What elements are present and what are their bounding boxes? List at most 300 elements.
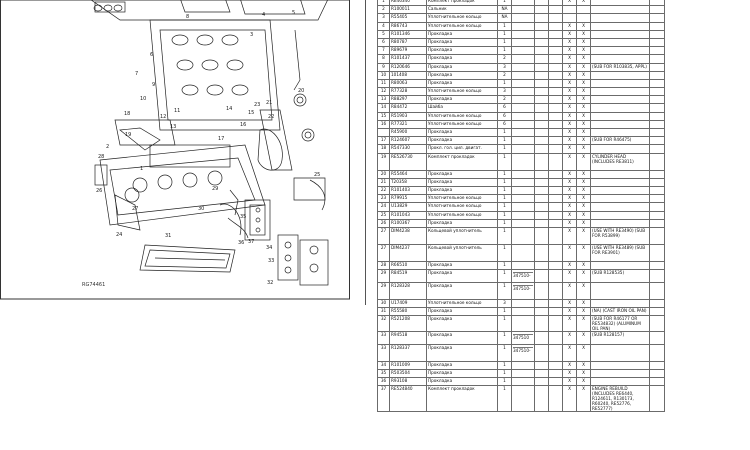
serial-range-cell	[512, 137, 535, 145]
engine-col-4-cell: X	[577, 244, 591, 261]
serial-range-cell	[512, 332, 535, 345]
remarks-cell	[591, 344, 650, 361]
engine-col-2-cell	[549, 261, 563, 269]
serial-range-cell	[512, 6, 535, 14]
engine-col-1-cell	[535, 129, 549, 137]
svg-text:19: 19	[125, 132, 132, 138]
engine-col-1-cell	[535, 361, 549, 369]
row-index-cell: 29	[378, 270, 390, 283]
svg-text:11: 11	[174, 108, 181, 114]
serial-range-cell	[512, 344, 535, 361]
remarks-cell	[591, 88, 650, 96]
part-number-cell: R120646	[390, 63, 427, 71]
engine-col-2-cell	[549, 203, 563, 211]
engine-col-3-cell: X	[563, 38, 577, 46]
table-row	[378, 316, 665, 332]
part-number-cell: R51903	[390, 112, 427, 120]
extra-column-cell	[650, 282, 665, 299]
engine-col-1-cell	[535, 88, 549, 96]
engine-col-1-cell	[535, 71, 549, 79]
row-index-cell: 15	[378, 112, 390, 120]
quantity-cell: 1	[498, 129, 512, 137]
engine-col-2-cell	[549, 153, 563, 170]
remarks-cell	[591, 14, 650, 22]
quantity-cell: 1	[498, 170, 512, 178]
engine-col-3-cell: X	[563, 79, 577, 87]
extra-column-cell	[650, 299, 665, 307]
serial-range-text: 347510	[513, 334, 533, 340]
engine-col-4-cell: X	[577, 361, 591, 369]
engine-col-1-cell	[535, 38, 549, 46]
engine-col-4-cell: X	[577, 332, 591, 345]
row-index-cell: 17	[378, 137, 390, 145]
serial-range-cell	[512, 307, 535, 315]
table-row	[378, 47, 665, 55]
row-index-cell: 13	[378, 96, 390, 104]
engine-col-1-cell	[535, 299, 549, 307]
part-number-cell: R100367	[390, 219, 427, 227]
engine-col-3-cell: X	[563, 299, 577, 307]
extra-column-cell	[650, 203, 665, 211]
engine-col-2-cell	[549, 170, 563, 178]
part-description-cell: Прокладка	[427, 316, 498, 332]
quantity-cell: 1	[498, 219, 512, 227]
part-description-cell: Уплотнительное кольцо	[427, 88, 498, 96]
part-description-cell: Уплотнительное кольцо	[427, 22, 498, 30]
part-number-cell: R93108	[390, 378, 427, 386]
engine-col-3-cell: X	[563, 178, 577, 186]
svg-text:25: 25	[314, 172, 321, 178]
extra-column-cell	[650, 178, 665, 186]
table-row	[378, 244, 665, 261]
part-number-cell: R128328	[390, 282, 427, 299]
engine-col-3-cell: X	[563, 186, 577, 194]
engine-col-2-cell	[549, 47, 563, 55]
extra-column-cell	[650, 120, 665, 128]
table-row	[378, 332, 665, 345]
remarks-cell	[591, 120, 650, 128]
row-index-cell: 14	[378, 104, 390, 112]
svg-text:34: 34	[266, 245, 273, 251]
table-row	[378, 261, 665, 269]
engine-col-3-cell: X	[563, 282, 577, 299]
serial-range-cell	[512, 186, 535, 194]
engine-col-3-cell: X	[563, 170, 577, 178]
serial-range-cell	[512, 261, 535, 269]
extra-column-cell	[650, 22, 665, 30]
remarks-cell: (USE WITH RE3489) (SUB FOR RE3901)	[591, 244, 650, 261]
part-number-cell: R55464	[390, 170, 427, 178]
part-description-cell: Кольцевой уплотнитель	[427, 244, 498, 261]
extra-column-cell	[650, 261, 665, 269]
extra-column-cell	[650, 47, 665, 55]
engine-col-4-cell: X	[577, 261, 591, 269]
serial-range-text: 347510-	[513, 285, 533, 291]
part-description-cell: Прокладка	[427, 170, 498, 178]
svg-text:1: 1	[140, 166, 144, 172]
part-number-cell: R100011	[390, 6, 427, 14]
engine-col-3-cell: X	[563, 244, 577, 261]
part-description-cell: Комплект прокладок	[427, 0, 498, 6]
engine-col-1-cell	[535, 137, 549, 145]
engine-col-2-cell	[549, 369, 563, 377]
engine-col-1-cell	[535, 120, 549, 128]
extra-column-cell	[650, 153, 665, 170]
serial-range-cell	[512, 270, 535, 283]
engine-col-3-cell: X	[563, 55, 577, 63]
row-index-cell: 27	[378, 244, 390, 261]
part-description-cell: Прокладка	[427, 270, 498, 283]
part-description-cell: Прокладка	[427, 344, 498, 361]
part-description-cell: Прокладка	[427, 378, 498, 386]
parts-table-body	[378, 0, 665, 412]
svg-text:32: 32	[267, 280, 274, 286]
engine-col-2-cell	[549, 344, 563, 361]
parts-table	[377, 0, 665, 412]
part-description-cell: Прокладка	[427, 47, 498, 55]
row-index-cell: 4	[378, 22, 390, 30]
engine-col-4-cell: X	[577, 299, 591, 307]
engine-col-4-cell: X	[577, 88, 591, 96]
svg-text:24: 24	[116, 232, 123, 238]
svg-text:8: 8	[186, 14, 190, 20]
quantity-cell: 3	[498, 299, 512, 307]
quantity-cell: 1	[498, 195, 512, 203]
engine-col-4-cell: X	[577, 344, 591, 361]
extra-column-cell	[650, 137, 665, 145]
part-description-cell: Уплотнительное кольцо	[427, 203, 498, 211]
engine-col-4-cell: X	[577, 79, 591, 87]
engine-col-3-cell: X	[563, 129, 577, 137]
engine-col-4-cell: X	[577, 145, 591, 153]
part-number-cell: R55580	[390, 307, 427, 315]
engine-col-1-cell	[535, 332, 549, 345]
table-row	[378, 79, 665, 87]
engine-col-4-cell: X	[577, 378, 591, 386]
part-description-cell: Шайба	[427, 104, 498, 112]
remarks-cell: (NA) (CAST IRON OIL PAN)	[591, 307, 650, 315]
svg-text:14: 14	[226, 106, 233, 112]
engine-col-4-cell: X	[577, 227, 591, 244]
engine-col-1-cell	[535, 47, 549, 55]
svg-text:12: 12	[160, 114, 167, 120]
engine-col-2-cell	[549, 63, 563, 71]
table-row	[378, 270, 665, 283]
part-description-cell: Прокладка	[427, 79, 498, 87]
engine-col-4-cell: X	[577, 96, 591, 104]
part-description-cell: Уплотнительное кольцо	[427, 120, 498, 128]
table-row	[378, 63, 665, 71]
engine-col-2-cell	[549, 244, 563, 261]
table-row	[378, 282, 665, 299]
table-row	[378, 71, 665, 79]
svg-text:29: 29	[212, 186, 219, 192]
quantity-cell: 6	[498, 112, 512, 120]
remarks-cell	[591, 378, 650, 386]
remarks-cell	[591, 186, 650, 194]
part-number-cell: R101437	[390, 55, 427, 63]
engine-col-3-cell: X	[563, 153, 577, 170]
part-description-cell: Прокладка	[427, 96, 498, 104]
engine-col-4-cell: X	[577, 307, 591, 315]
table-row	[378, 299, 665, 307]
remarks-cell	[591, 219, 650, 227]
part-number-cell: R77328	[390, 88, 427, 96]
serial-range-cell	[512, 112, 535, 120]
remarks-cell	[591, 104, 650, 112]
quantity-cell: 3	[498, 63, 512, 71]
quantity-cell: 1	[498, 282, 512, 299]
engine-col-3-cell: X	[563, 120, 577, 128]
engine-col-4-cell: X	[577, 186, 591, 194]
row-index-cell: 29	[378, 282, 390, 299]
part-number-cell: R80787	[390, 38, 427, 46]
part-number-cell: R79915	[390, 195, 427, 203]
extra-column-cell	[650, 211, 665, 219]
quantity-cell: 1	[498, 47, 512, 55]
engine-col-2-cell	[549, 104, 563, 112]
extra-column-cell	[650, 386, 665, 412]
engine-col-2-cell	[549, 22, 563, 30]
serial-range-cell	[512, 195, 535, 203]
quantity-cell: 1	[498, 316, 512, 332]
row-index-cell: 32	[378, 316, 390, 332]
engine-col-1-cell	[535, 244, 549, 261]
table-row	[378, 369, 665, 377]
quantity-cell: 1	[498, 79, 512, 87]
part-description-cell: Прокладка	[427, 55, 498, 63]
remarks-cell	[591, 261, 650, 269]
row-index-cell: 35	[378, 369, 390, 377]
part-number-cell: RE46340	[390, 0, 427, 6]
engine-col-1-cell	[535, 22, 549, 30]
remarks-cell: (SUB FOR R46177 OR RE534832) (ALUMINUM OIL PAN)	[591, 316, 650, 332]
extra-column-cell	[650, 378, 665, 386]
engine-col-2-cell	[549, 30, 563, 38]
row-index-cell: 2	[378, 6, 390, 14]
engine-col-3-cell: X	[563, 71, 577, 79]
serial-range-cell	[512, 71, 535, 79]
engine-col-4-cell: X	[577, 203, 591, 211]
part-number-cell: R77321	[390, 120, 427, 128]
part-number-cell: R80063	[390, 79, 427, 87]
serial-range-cell	[512, 145, 535, 153]
part-number-cell: U13829	[390, 203, 427, 211]
quantity-cell: 2	[498, 55, 512, 63]
extra-column-cell	[650, 14, 665, 22]
engine-col-1-cell	[535, 227, 549, 244]
part-number-cell: R86743	[390, 22, 427, 30]
part-number-cell: R84519	[390, 270, 427, 283]
row-index-cell: 23	[378, 195, 390, 203]
engine-col-3-cell: X	[563, 96, 577, 104]
engine-col-2-cell	[549, 316, 563, 332]
quantity-cell: 1	[498, 361, 512, 369]
quantity-cell: 1	[498, 261, 512, 269]
engine-col-4-cell: X	[577, 63, 591, 71]
row-index-cell: 5	[378, 30, 390, 38]
engine-col-1-cell	[535, 30, 549, 38]
remarks-cell	[591, 112, 650, 120]
engine-col-2-cell	[549, 299, 563, 307]
quantity-cell: 1	[498, 0, 512, 6]
table-row	[378, 38, 665, 46]
part-number-cell: R101009	[390, 361, 427, 369]
part-number-cell: R55405	[390, 14, 427, 22]
engine-col-1-cell	[535, 14, 549, 22]
quantity-cell: 1	[498, 307, 512, 315]
engine-col-3-cell: X	[563, 137, 577, 145]
engine-col-3-cell: X	[563, 332, 577, 345]
serial-range-cell	[512, 38, 535, 46]
engine-col-1-cell	[535, 145, 549, 153]
part-number-cell: R66510	[390, 261, 427, 269]
serial-range-cell	[512, 79, 535, 87]
engine-col-1-cell	[535, 211, 549, 219]
quantity-cell: 1	[498, 186, 512, 194]
extra-column-cell	[650, 30, 665, 38]
engine-col-3-cell: X	[563, 47, 577, 55]
remarks-cell: (USE WITH RE3490) (SUB FOR R53899)	[591, 227, 650, 244]
svg-text:13: 13	[170, 124, 177, 130]
row-index-cell: 26	[378, 219, 390, 227]
engine-col-2-cell	[549, 270, 563, 283]
part-description-cell: Прокладка	[427, 361, 498, 369]
serial-range-cell	[512, 219, 535, 227]
engine-col-1-cell	[535, 195, 549, 203]
engine-col-2-cell	[549, 137, 563, 145]
part-number-cell: T20358	[390, 178, 427, 186]
serial-range-cell	[512, 178, 535, 186]
row-index-cell: 27	[378, 227, 390, 244]
extra-column-cell	[650, 227, 665, 244]
quantity-cell: 1	[498, 38, 512, 46]
remarks-cell	[591, 47, 650, 55]
serial-range-cell	[512, 316, 535, 332]
table-row	[378, 104, 665, 112]
quantity-cell: 1	[498, 386, 512, 412]
engine-col-3-cell: X	[563, 88, 577, 96]
row-index-cell: 12	[378, 88, 390, 96]
table-row	[378, 6, 665, 14]
engine-col-3-cell: X	[563, 270, 577, 283]
part-description-cell: Прокладка	[427, 178, 498, 186]
serial-range-cell	[512, 22, 535, 30]
serial-range-cell	[512, 153, 535, 170]
engine-col-3-cell: X	[563, 211, 577, 219]
svg-text:15: 15	[248, 110, 255, 116]
engine-col-4-cell: X	[577, 369, 591, 377]
engine-col-3-cell: X	[563, 227, 577, 244]
quantity-cell: 1	[498, 332, 512, 345]
engine-col-4-cell: X	[577, 0, 591, 6]
row-index-cell: 24	[378, 203, 390, 211]
svg-text:10: 10	[140, 96, 147, 102]
engine-col-2-cell	[549, 145, 563, 153]
engine-col-3-cell: X	[563, 203, 577, 211]
part-description-cell: Прокладка	[427, 282, 498, 299]
engine-col-3-cell: X	[563, 307, 577, 315]
table-row	[378, 378, 665, 386]
remarks-cell	[591, 6, 650, 14]
remarks-cell: (SUB FOR R103835, APPL)	[591, 63, 650, 71]
svg-text:4: 4	[262, 12, 266, 18]
row-index-cell: 28	[378, 261, 390, 269]
quantity-cell: 1	[498, 30, 512, 38]
remarks-cell: CYLINDER HEAD (INCLUDES RE3811)	[591, 153, 650, 170]
row-index-cell: 8	[378, 55, 390, 63]
engine-col-4-cell: X	[577, 170, 591, 178]
engine-col-2-cell	[549, 332, 563, 345]
engine-col-1-cell	[535, 307, 549, 315]
remarks-cell	[591, 195, 650, 203]
table-row	[378, 30, 665, 38]
table-row	[378, 178, 665, 186]
row-index-cell: 9	[378, 63, 390, 71]
row-index-cell: 7	[378, 47, 390, 55]
table-row	[378, 386, 665, 412]
remarks-cell	[591, 55, 650, 63]
engine-col-2-cell	[549, 120, 563, 128]
extra-column-cell	[650, 344, 665, 361]
table-row	[378, 195, 665, 203]
diagram-caption: RG74461	[82, 282, 106, 288]
svg-text:23: 23	[254, 102, 261, 108]
part-number-cell: 101408	[390, 71, 427, 79]
engine-col-2-cell	[549, 14, 563, 22]
engine-col-3-cell	[563, 14, 577, 22]
table-row	[378, 96, 665, 104]
engine-col-2-cell	[549, 227, 563, 244]
svg-text:2: 2	[106, 144, 110, 150]
part-number-cell: RE526730	[390, 153, 427, 170]
part-description-cell: Прокладка	[427, 38, 498, 46]
quantity-cell: 1	[498, 22, 512, 30]
engine-col-3-cell: X	[563, 22, 577, 30]
remarks-cell	[591, 170, 650, 178]
exploded-parts-diagram	[0, 0, 350, 300]
part-number-cell: R101346	[390, 30, 427, 38]
engine-col-1-cell	[535, 55, 549, 63]
remarks-cell: (SUB FOR R46475)	[591, 137, 650, 145]
table-row	[378, 153, 665, 170]
svg-text:27: 27	[132, 206, 139, 212]
quantity-cell: 3	[498, 88, 512, 96]
remarks-cell	[591, 299, 650, 307]
remarks-cell	[591, 282, 650, 299]
part-description-cell: Прокл. гол. цил. двигат.	[427, 145, 498, 153]
engine-col-4-cell: X	[577, 386, 591, 412]
extra-column-cell	[650, 170, 665, 178]
part-number-cell: R547330	[390, 145, 427, 153]
table-row	[378, 219, 665, 227]
table-row	[378, 120, 665, 128]
serial-range-cell	[512, 88, 535, 96]
svg-text:35: 35	[240, 214, 247, 220]
remarks-cell	[591, 369, 650, 377]
quantity-cell: 1	[498, 227, 512, 244]
serial-range-cell	[512, 14, 535, 22]
engine-col-3-cell: X	[563, 112, 577, 120]
row-index-cell: 31	[378, 307, 390, 315]
serial-range-cell	[512, 30, 535, 38]
engine-col-1-cell	[535, 79, 549, 87]
part-description-cell: Сальник	[427, 6, 498, 14]
remarks-cell	[591, 203, 650, 211]
quantity-cell: 1	[498, 145, 512, 153]
engine-col-1-cell	[535, 369, 549, 377]
extra-column-cell	[650, 361, 665, 369]
